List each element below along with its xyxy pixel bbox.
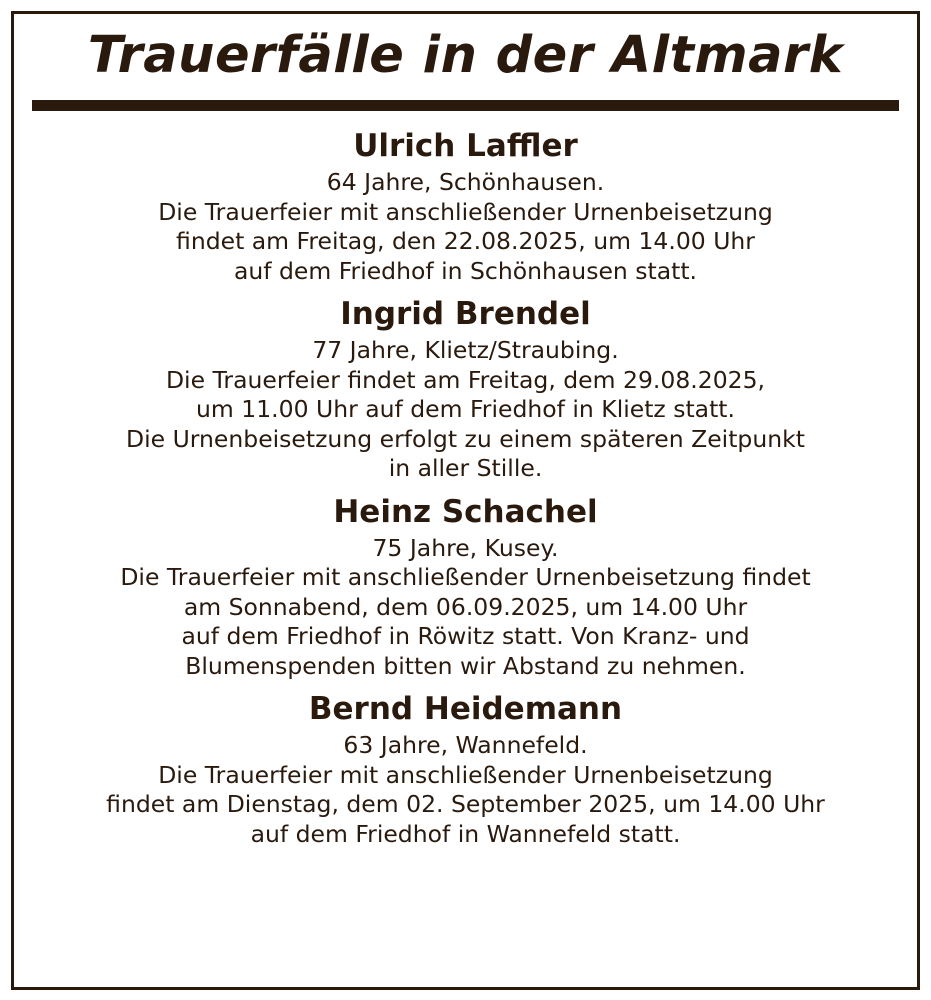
obituary-text-line: Die Urnenbeisetzung erfolgt zu einem späteren Zeitpunkt (126, 424, 805, 453)
obituary-text-line: findet am Dienstag, dem 02. September 2025, um 14.00 Uhr (106, 790, 825, 818)
obituary-text-line: auf dem Friedhof in Schönhausen statt. (233, 256, 698, 285)
obituary-text-line: am Sonnabend, dem 06.09.2025, um 14.00 Uhr (183, 592, 748, 621)
obituary-text-line: Die Trauerfeier mit anschließender Urnenbeisetzung (158, 760, 773, 789)
obituary-text-line: auf dem Friedhof in Wannefeld statt. (250, 819, 681, 848)
obituary-entry (14, 124, 917, 286)
title-divider (32, 100, 899, 111)
obituary-text-line: 77 Jahre, Klietz/Straubing. (312, 336, 619, 364)
obituary-entry (14, 687, 917, 849)
deceased-name: Ingrid Brendel (340, 296, 591, 332)
obituary-text-line: auf dem Friedhof in Röwitz statt. Von Kranz- und (181, 622, 750, 650)
obituary-text-line: 64 Jahre, Schönhausen. (326, 168, 605, 196)
obituary-text-line: 75 Jahre, Kusey. (372, 533, 559, 562)
obituary-text-line: Die Trauerfeier mit anschließender Urnenbeisetzung findet (120, 563, 811, 591)
obituary-text-line: Blumenspenden bitten wir Abstand zu nehmen. (185, 651, 746, 680)
obituary-entry (14, 292, 917, 484)
obituary-text-line: um 11.00 Uhr auf dem Friedhof in Klietz statt. (196, 395, 735, 423)
obituary-text-line: Die Trauerfeier mit anschließender Urnenbeisetzung (158, 197, 773, 226)
obituary-list (14, 124, 917, 855)
deceased-name: Ulrich Laffler (353, 128, 578, 164)
deceased-name: Heinz Schachel (333, 493, 598, 530)
obituary-text-line: Die Trauerfeier findet am Freitag, dem 29.08.2025, (165, 365, 766, 394)
page-title: Trauerfälle in der Altmark (87, 26, 844, 85)
deceased-name: Bernd Heidemann (308, 691, 623, 727)
obituary-text-line: in aller Stille. (388, 454, 543, 482)
obituary-text-line: 63 Jahre, Wannefeld. (343, 731, 588, 759)
obituary-entry (14, 490, 917, 682)
obituary-text-line: findet am Freitag, den 22.08.2025, um 14.00 Uhr (176, 227, 755, 255)
